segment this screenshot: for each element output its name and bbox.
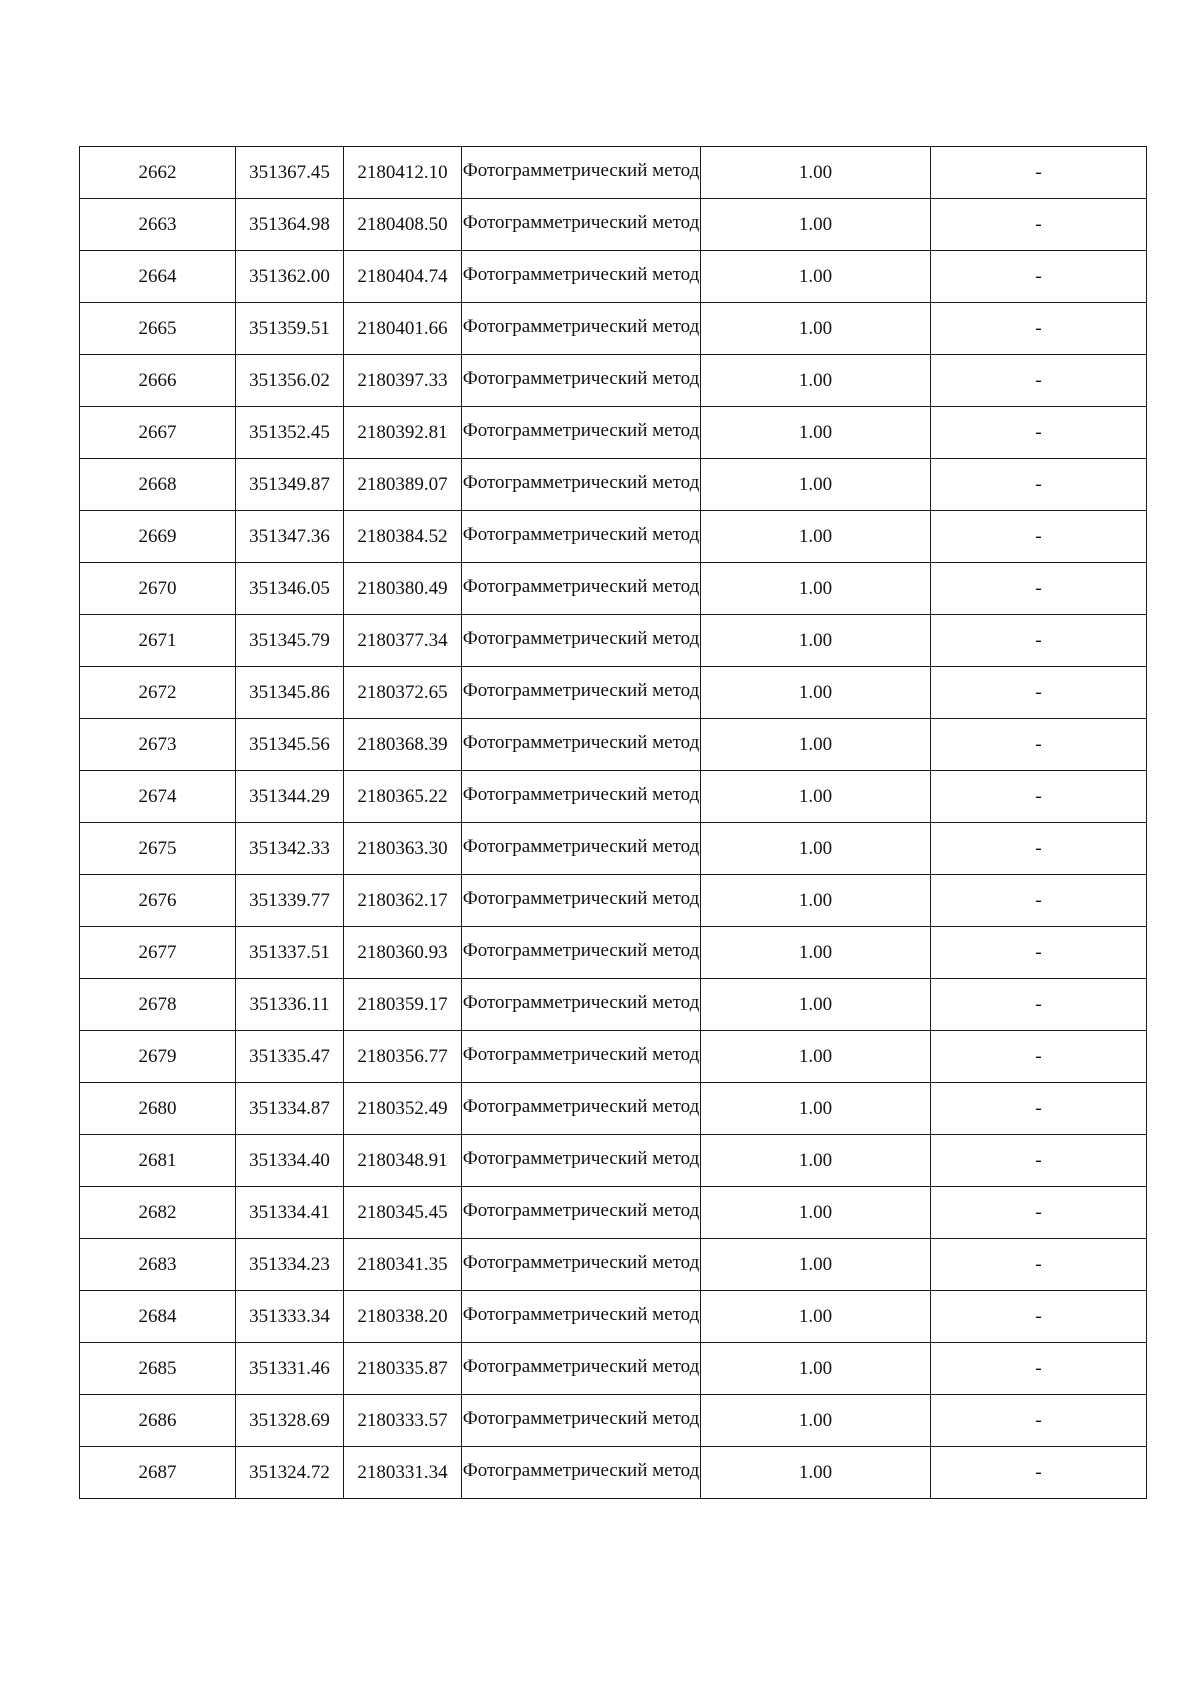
- point-number-cell: 2662: [80, 147, 236, 199]
- note-cell: -: [931, 459, 1147, 511]
- x-coordinate-cell: 351367.45: [236, 147, 344, 199]
- y-coordinate-cell: 2180384.52: [344, 511, 462, 563]
- method-cell: [462, 1447, 701, 1499]
- note-cell: -: [931, 563, 1147, 615]
- table-row: [80, 459, 1147, 511]
- accuracy-cell: 1.00: [701, 719, 931, 771]
- point-number-cell: 2670: [80, 563, 236, 615]
- method-text: Фотограмметрический метод: [462, 991, 700, 1013]
- table-row: [80, 719, 1147, 771]
- y-coordinate-cell: 2180377.34: [344, 615, 462, 667]
- table-row: [80, 303, 1147, 355]
- x-coordinate-cell: 351339.77: [236, 875, 344, 927]
- method-cell: [462, 667, 701, 719]
- method-cell: [462, 407, 701, 459]
- method-cell: [462, 771, 701, 823]
- accuracy-cell: 1.00: [701, 615, 931, 667]
- point-number-cell: 2674: [80, 771, 236, 823]
- accuracy-cell: 1.00: [701, 1135, 931, 1187]
- method-text: Фотограмметрический метод: [462, 1147, 700, 1169]
- method-cell: [462, 719, 701, 771]
- accuracy-cell: 1.00: [701, 1031, 931, 1083]
- method-text: Фотограмметрический метод: [462, 731, 700, 753]
- method-cell: [462, 875, 701, 927]
- method-cell: [462, 563, 701, 615]
- y-coordinate-cell: 2180356.77: [344, 1031, 462, 1083]
- accuracy-cell: 1.00: [701, 459, 931, 511]
- point-number-cell: 2663: [80, 199, 236, 251]
- method-cell: [462, 355, 701, 407]
- point-number-cell: 2687: [80, 1447, 236, 1499]
- table-row: [80, 251, 1147, 303]
- note-cell: -: [931, 511, 1147, 563]
- table-row: [80, 407, 1147, 459]
- accuracy-cell: 1.00: [701, 355, 931, 407]
- point-number-cell: 2667: [80, 407, 236, 459]
- note-cell: -: [931, 1447, 1147, 1499]
- method-text: Фотограмметрический метод: [462, 1303, 700, 1325]
- accuracy-cell: 1.00: [701, 563, 931, 615]
- note-cell: -: [931, 615, 1147, 667]
- point-number-cell: 2668: [80, 459, 236, 511]
- accuracy-cell: 1.00: [701, 1291, 931, 1343]
- table-row: [80, 1343, 1147, 1395]
- y-coordinate-cell: 2180348.91: [344, 1135, 462, 1187]
- point-number-cell: 2665: [80, 303, 236, 355]
- y-coordinate-cell: 2180341.35: [344, 1239, 462, 1291]
- accuracy-cell: 1.00: [701, 1343, 931, 1395]
- accuracy-cell: 1.00: [701, 251, 931, 303]
- table-row: [80, 823, 1147, 875]
- method-text: Фотограмметрический метод: [462, 939, 700, 961]
- method-text: Фотограмметрический метод: [462, 1043, 700, 1065]
- point-number-cell: 2664: [80, 251, 236, 303]
- method-text: Фотограмметрический метод: [462, 835, 700, 857]
- y-coordinate-cell: 2180389.07: [344, 459, 462, 511]
- method-text: Фотограмметрический метод: [462, 1251, 700, 1273]
- method-cell: [462, 199, 701, 251]
- note-cell: -: [931, 199, 1147, 251]
- method-cell: [462, 1187, 701, 1239]
- table-row: [80, 1239, 1147, 1291]
- note-cell: -: [931, 1135, 1147, 1187]
- method-text: Фотограмметрический метод: [462, 679, 700, 701]
- method-cell: [462, 251, 701, 303]
- method-text: Фотограмметрический метод: [462, 471, 700, 493]
- accuracy-cell: 1.00: [701, 1447, 931, 1499]
- method-text: Фотограмметрический метод: [462, 783, 700, 805]
- y-coordinate-cell: 2180412.10: [344, 147, 462, 199]
- accuracy-cell: 1.00: [701, 511, 931, 563]
- method-text: Фотограмметрический метод: [462, 263, 700, 285]
- accuracy-cell: 1.00: [701, 199, 931, 251]
- y-coordinate-cell: 2180401.66: [344, 303, 462, 355]
- note-cell: -: [931, 875, 1147, 927]
- table-row: [80, 511, 1147, 563]
- method-cell: [462, 303, 701, 355]
- method-text: Фотограмметрический метод: [462, 1355, 700, 1377]
- method-text: Фотограмметрический метод: [462, 627, 700, 649]
- y-coordinate-cell: 2180363.30: [344, 823, 462, 875]
- x-coordinate-cell: 351331.46: [236, 1343, 344, 1395]
- method-cell: [462, 1343, 701, 1395]
- accuracy-cell: 1.00: [701, 147, 931, 199]
- x-coordinate-cell: 351345.86: [236, 667, 344, 719]
- method-text: Фотограмметрический метод: [462, 575, 700, 597]
- point-number-cell: 2666: [80, 355, 236, 407]
- table-row: [80, 199, 1147, 251]
- point-number-cell: 2677: [80, 927, 236, 979]
- method-text: Фотограмметрический метод: [462, 1199, 700, 1221]
- point-number-cell: 2675: [80, 823, 236, 875]
- table-row: [80, 1135, 1147, 1187]
- point-number-cell: 2676: [80, 875, 236, 927]
- note-cell: -: [931, 303, 1147, 355]
- point-number-cell: 2679: [80, 1031, 236, 1083]
- method-cell: [462, 1083, 701, 1135]
- x-coordinate-cell: 351356.02: [236, 355, 344, 407]
- x-coordinate-cell: 351344.29: [236, 771, 344, 823]
- x-coordinate-cell: 351347.36: [236, 511, 344, 563]
- table-row: [80, 1447, 1147, 1499]
- x-coordinate-cell: 351337.51: [236, 927, 344, 979]
- table-row: [80, 1187, 1147, 1239]
- y-coordinate-cell: 2180338.20: [344, 1291, 462, 1343]
- y-coordinate-cell: 2180365.22: [344, 771, 462, 823]
- method-cell: [462, 459, 701, 511]
- method-text: Фотограмметрический метод: [462, 1459, 700, 1481]
- note-cell: -: [931, 1395, 1147, 1447]
- y-coordinate-cell: 2180397.33: [344, 355, 462, 407]
- x-coordinate-cell: 351334.41: [236, 1187, 344, 1239]
- method-cell: [462, 147, 701, 199]
- table-row: [80, 147, 1147, 199]
- accuracy-cell: 1.00: [701, 1083, 931, 1135]
- y-coordinate-cell: 2180335.87: [344, 1343, 462, 1395]
- method-text: Фотограмметрический метод: [462, 367, 700, 389]
- table-row: [80, 563, 1147, 615]
- method-cell: [462, 1291, 701, 1343]
- y-coordinate-cell: 2180372.65: [344, 667, 462, 719]
- method-cell: [462, 1395, 701, 1447]
- accuracy-cell: 1.00: [701, 927, 931, 979]
- table-row: [80, 667, 1147, 719]
- point-number-cell: 2672: [80, 667, 236, 719]
- point-number-cell: 2680: [80, 1083, 236, 1135]
- y-coordinate-cell: 2180352.49: [344, 1083, 462, 1135]
- table-row: [80, 927, 1147, 979]
- accuracy-cell: 1.00: [701, 823, 931, 875]
- accuracy-cell: 1.00: [701, 667, 931, 719]
- x-coordinate-cell: 351359.51: [236, 303, 344, 355]
- y-coordinate-cell: 2180368.39: [344, 719, 462, 771]
- method-cell: [462, 823, 701, 875]
- point-number-cell: 2685: [80, 1343, 236, 1395]
- method-cell: [462, 511, 701, 563]
- x-coordinate-cell: 351334.87: [236, 1083, 344, 1135]
- y-coordinate-cell: 2180404.74: [344, 251, 462, 303]
- accuracy-cell: 1.00: [701, 1395, 931, 1447]
- note-cell: -: [931, 927, 1147, 979]
- x-coordinate-cell: 351335.47: [236, 1031, 344, 1083]
- accuracy-cell: 1.00: [701, 979, 931, 1031]
- note-cell: -: [931, 719, 1147, 771]
- table-row: [80, 875, 1147, 927]
- note-cell: -: [931, 1031, 1147, 1083]
- x-coordinate-cell: 351345.79: [236, 615, 344, 667]
- method-text: Фотограмметрический метод: [462, 887, 700, 909]
- point-number-cell: 2678: [80, 979, 236, 1031]
- note-cell: -: [931, 667, 1147, 719]
- point-number-cell: 2681: [80, 1135, 236, 1187]
- note-cell: -: [931, 1239, 1147, 1291]
- x-coordinate-cell: 351349.87: [236, 459, 344, 511]
- note-cell: -: [931, 147, 1147, 199]
- accuracy-cell: 1.00: [701, 303, 931, 355]
- method-cell: [462, 1135, 701, 1187]
- accuracy-cell: 1.00: [701, 875, 931, 927]
- x-coordinate-cell: 351334.23: [236, 1239, 344, 1291]
- y-coordinate-cell: 2180360.93: [344, 927, 462, 979]
- accuracy-cell: 1.00: [701, 1239, 931, 1291]
- note-cell: -: [931, 1343, 1147, 1395]
- note-cell: -: [931, 407, 1147, 459]
- y-coordinate-cell: 2180345.45: [344, 1187, 462, 1239]
- note-cell: -: [931, 355, 1147, 407]
- note-cell: -: [931, 251, 1147, 303]
- table-row: [80, 355, 1147, 407]
- y-coordinate-cell: 2180333.57: [344, 1395, 462, 1447]
- y-coordinate-cell: 2180380.49: [344, 563, 462, 615]
- table-row: [80, 1031, 1147, 1083]
- y-coordinate-cell: 2180392.81: [344, 407, 462, 459]
- accuracy-cell: 1.00: [701, 407, 931, 459]
- y-coordinate-cell: 2180362.17: [344, 875, 462, 927]
- note-cell: -: [931, 1083, 1147, 1135]
- point-number-cell: 2673: [80, 719, 236, 771]
- point-number-cell: 2686: [80, 1395, 236, 1447]
- point-number-cell: 2684: [80, 1291, 236, 1343]
- table-row: [80, 979, 1147, 1031]
- method-text: Фотограмметрический метод: [462, 1095, 700, 1117]
- method-text: Фотограмметрический метод: [462, 419, 700, 441]
- note-cell: -: [931, 1187, 1147, 1239]
- y-coordinate-cell: 2180408.50: [344, 199, 462, 251]
- coordinates-table-body: [80, 147, 1147, 1499]
- table-row: [80, 771, 1147, 823]
- method-text: Фотограмметрический метод: [462, 159, 700, 181]
- method-cell: [462, 927, 701, 979]
- method-text: Фотограмметрический метод: [462, 315, 700, 337]
- table-row: [80, 1291, 1147, 1343]
- note-cell: -: [931, 823, 1147, 875]
- point-number-cell: 2671: [80, 615, 236, 667]
- table-row: [80, 1083, 1147, 1135]
- table-row: [80, 1395, 1147, 1447]
- accuracy-cell: 1.00: [701, 1187, 931, 1239]
- y-coordinate-cell: 2180359.17: [344, 979, 462, 1031]
- method-text: Фотограмметрический метод: [462, 211, 700, 233]
- method-cell: [462, 1031, 701, 1083]
- x-coordinate-cell: 351362.00: [236, 251, 344, 303]
- point-number-cell: 2683: [80, 1239, 236, 1291]
- coordinates-table: [79, 146, 1147, 1499]
- point-number-cell: 2669: [80, 511, 236, 563]
- x-coordinate-cell: 351364.98: [236, 199, 344, 251]
- x-coordinate-cell: 351334.40: [236, 1135, 344, 1187]
- method-cell: [462, 1239, 701, 1291]
- note-cell: -: [931, 771, 1147, 823]
- x-coordinate-cell: 351328.69: [236, 1395, 344, 1447]
- point-number-cell: 2682: [80, 1187, 236, 1239]
- accuracy-cell: 1.00: [701, 771, 931, 823]
- x-coordinate-cell: 351336.11: [236, 979, 344, 1031]
- x-coordinate-cell: 351352.45: [236, 407, 344, 459]
- method-text: Фотограмметрический метод: [462, 523, 700, 545]
- table-row: [80, 615, 1147, 667]
- x-coordinate-cell: 351324.72: [236, 1447, 344, 1499]
- y-coordinate-cell: 2180331.34: [344, 1447, 462, 1499]
- note-cell: -: [931, 1291, 1147, 1343]
- method-cell: [462, 979, 701, 1031]
- method-cell: [462, 615, 701, 667]
- x-coordinate-cell: 351345.56: [236, 719, 344, 771]
- method-text: Фотограмметрический метод: [462, 1407, 700, 1429]
- x-coordinate-cell: 351346.05: [236, 563, 344, 615]
- note-cell: -: [931, 979, 1147, 1031]
- x-coordinate-cell: 351342.33: [236, 823, 344, 875]
- x-coordinate-cell: 351333.34: [236, 1291, 344, 1343]
